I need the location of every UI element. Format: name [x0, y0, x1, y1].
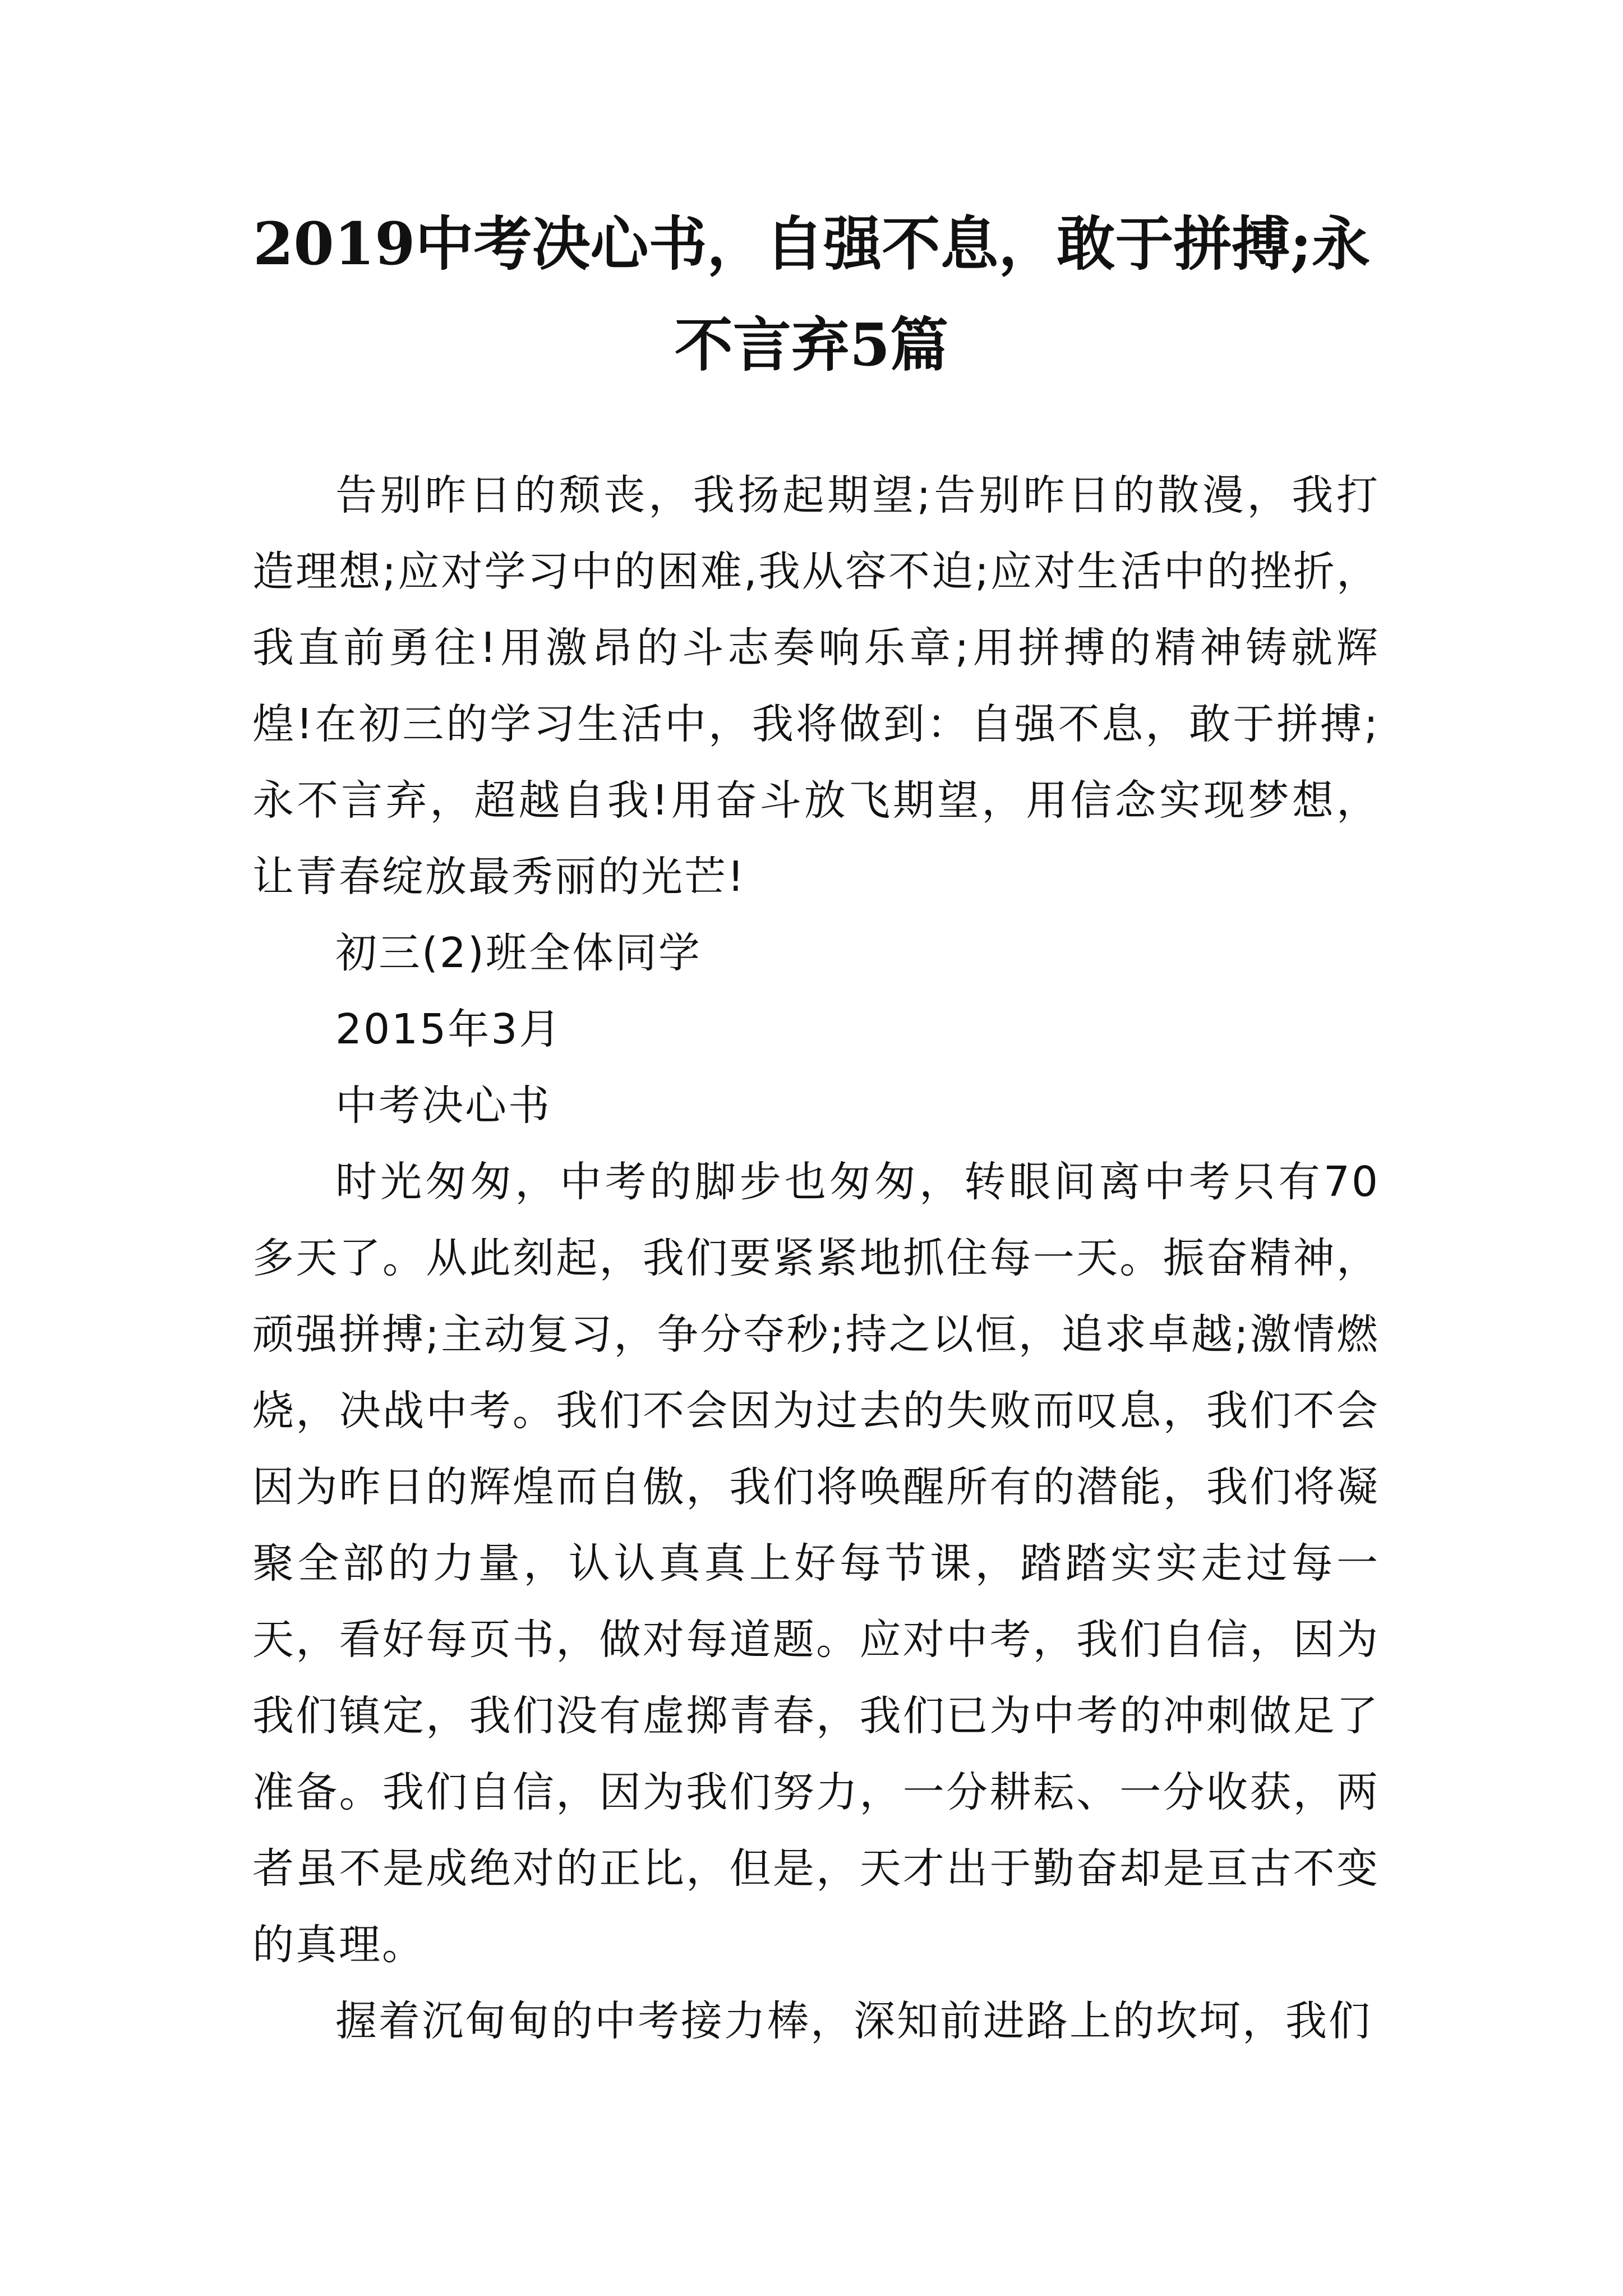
section-heading: 中考决心书: [335, 1082, 551, 1130]
title-line-2: 不言弃5篇: [674, 310, 949, 379]
paragraph-main: 时光匆匆，中考的脚步也匆匆，转眼间离中考只有70多天了。从此刻起，我们要紧紧地抓住每一天。振奋精神，顽强拼搏;主动复习，争分夺秒;持之以恒，追求卓越;激情燃烧，决战中考。我们不会因为过去的失败而叹息，我们不会因为昨日的辉煌而自傲，我们将唤醒所有的潜能，我们将凝聚全部的力量，认认真真上好每节课，踏踏实实走过每一天，看好每页书，做对每道题。应对中考，我们自信，因为我们镇定，我们没有虚掷青春，我们已为中考的冲刺做足了准备。我们自信，因为我们努力，一分耕耘、一分收获，两者虽不是成绝对的正比，但是，天才出于勤奋却是亘古不变的真理。: [252, 1158, 1380, 1969]
signature-class: 初三(2)班全体同学: [335, 929, 702, 977]
paragraph-continued: 握着沉甸甸的中考接力棒，深知前进路上的坎坷，我们: [335, 1997, 1372, 2045]
document-body: [252, 457, 1380, 2059]
signature-date: 2015年3月: [335, 1005, 562, 1053]
document-title: [213, 194, 1410, 395]
title-line-1: 2019中考决心书，自强不息，敢于拼搏;永: [253, 209, 1370, 278]
paragraph-intro: 告别昨日的颓丧，我扬起期望;告别昨日的散漫，我打造理想;应对学习中的困难,我从容不迫;应对生活中的挫折，我直前勇往!用激昂的斗志奏响乐章;用拼搏的精神铸就辉煌!在初三的学习生活中，我将做到：自强不息，敢于拼搏;永不言弃，超越自我!用奋斗放飞期望，用信念实现梦想，让青春绽放最秀丽的光芒!: [252, 471, 1380, 901]
